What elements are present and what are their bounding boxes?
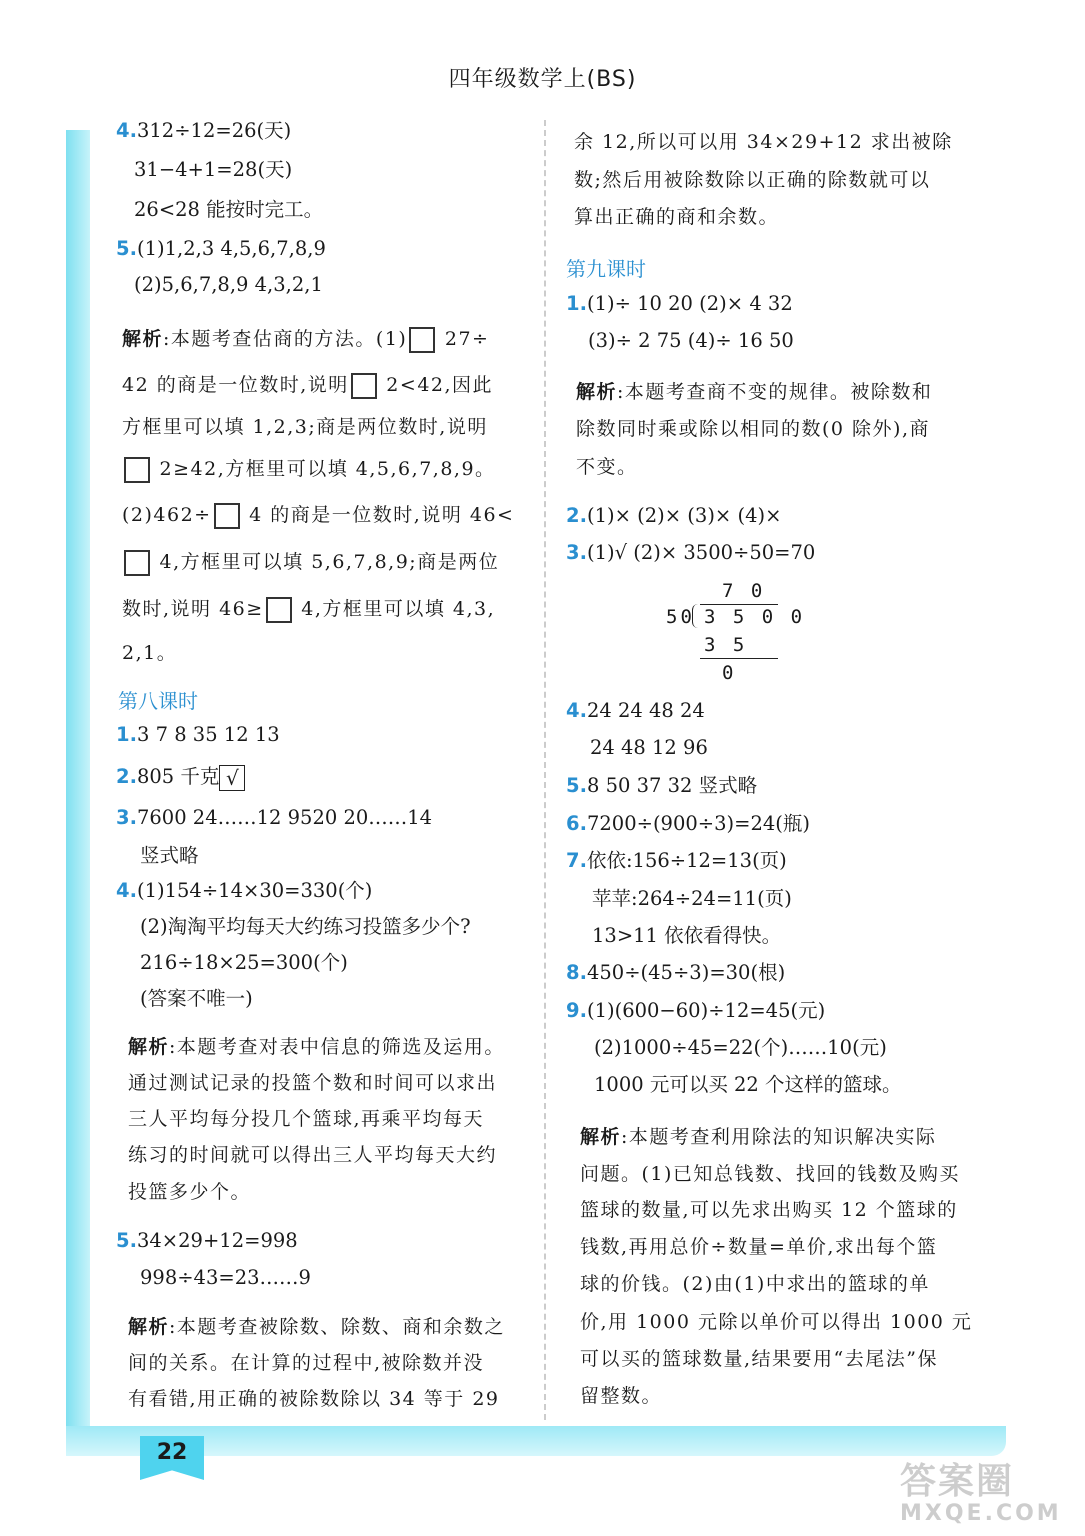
analysis5-line7: 可以买的篮球数量,结果要用“去尾法”保 [580,1348,938,1370]
analysis3-line2: 间的关系。在计算的过程中,被除数并没 [128,1352,485,1374]
s9-q8: 8.450÷(45÷3)=30(根) [566,961,786,984]
analysis2-line1: 解析:本题考查对表中信息的筛选及运用。 [128,1036,505,1058]
s9-q7-line3: 13>11 依依看得快。 [592,924,782,947]
q5-number: 5. [116,237,137,260]
analysis1-line5: (2)462÷ 4 的商是一位数时,说明 46< [122,502,514,529]
analysis1-line3: 方框里可以填 1,2,3;商是两位数时,说明 [122,416,488,438]
analysis2-line3: 三人平均每分投几个篮球,再乘平均每天 [128,1108,485,1130]
s9-q7-line2: 苹苹:264÷24=11(页) [592,887,792,910]
s9-q9-line2: (2)1000÷45=22(个)……10(元) [594,1036,887,1059]
s9-q5: 5.8 50 37 32 竖式略 [566,774,758,797]
left-decorative-stripe [66,130,90,1430]
q5-line1: 5.(1)1,2,3 4,5,6,7,8,9 [116,237,326,260]
bottom-decorative-band [66,1426,1006,1456]
blank-box [124,457,150,483]
s8-q5-line1: 5.34×29+12=998 [116,1229,298,1252]
s8-q4-line2: (2)淘淘平均每天大约练习投篮多少个? [140,915,471,938]
ld-subtrahend: 3 5 [704,634,748,656]
s9-q7-line1: 7.依依:156÷12=13(页) [566,849,787,872]
ld-divisor: 50 [666,606,695,628]
q5-line2: (2)5,6,7,8,9 4,3,2,1 [134,273,323,296]
page-number: 22 [156,1440,188,1465]
s8-q4-line4: (答案不唯一) [140,987,253,1010]
analysis1-line1: 解析:本题考查估商的方法。(1) 27÷ [122,326,489,353]
analysis4-line3: 不变。 [576,456,638,478]
section-9-title: 第九课时 [566,257,646,281]
s9-q1-line2: (3)÷ 2 75 (4)÷ 16 50 [588,329,794,352]
analysis5-line6: 价,用 1000 元除以单价可以得出 1000 元 [580,1311,973,1333]
blank-box [124,550,150,576]
q4-number: 4. [116,119,137,142]
analysis1-line4: 2≥42,方框里可以填 4,5,6,7,8,9。 [122,456,496,483]
analysis1-line2: 42 的商是一位数时,说明 2<42,因此 [122,372,493,399]
analysis2-line2: 通过测试记录的投篮个数和时间可以求出 [128,1072,498,1094]
s9-q9-line1: 9.(1)(600−60)÷12=45(元) [566,999,826,1022]
analysis2-line4: 练习的时间就可以得出三人平均每天大约 [128,1144,498,1166]
long-division [660,580,806,690]
section-8-title: 第八课时 [118,689,198,713]
s9-q4-line2: 24 48 12 96 [590,736,708,759]
ld-sub-bar [700,658,778,659]
analysis5-line2: 问题。(1)已知总钱数、找回的钱数及购买 [580,1163,960,1185]
s8-q2: 2.805 千克 √ [116,764,245,791]
s8-q4-line1: 4.(1)154÷14×30=330(个) [116,879,373,902]
analysis3-line3: 有看错,用正确的被除数除以 34 等于 29 [128,1388,500,1410]
ld-remainder: 0 [722,662,737,684]
blank-box [266,597,292,623]
ld-dividend: 3 5 0 0 [704,606,806,628]
continued-line2: 数;然后用被除数除以正确的除数就可以 [574,169,931,191]
analysis1-line6: 4,方框里可以填 5,6,7,8,9;商是两位 [122,549,499,576]
analysis5-line3: 篮球的数量,可以先求出购买 12 个篮球的 [580,1199,958,1221]
blank-box [351,373,377,399]
column-divider [544,120,546,1420]
analysis4-line2: 除数同时乘或除以相同的数(0 除外),商 [576,418,930,440]
analysis1-line8: 2,1。 [122,642,178,664]
ld-quotient: 7 0 [722,580,766,602]
analysis1-line7: 数时,说明 46≥ 4,方框里可以填 4,3, [122,596,495,623]
s9-q9-line3: 1000 元可以买 22 个这样的篮球。 [594,1073,902,1096]
analysis3-line1: 解析:本题考查被除数、除数、商和余数之 [128,1316,505,1338]
s9-q2: 2.(1)× (2)× (3)× (4)× [566,504,782,527]
s9-q1-line1: 1.(1)÷ 10 20 (2)× 4 32 [566,292,793,315]
s8-q3-line2: 竖式略 [140,844,199,867]
blank-box [409,327,435,353]
s8-q4-line3: 216÷18×25=300(个) [140,951,348,974]
analysis5-line5: 球的价钱。(2)由(1)中求出的篮球的单 [580,1273,930,1295]
analysis5-line4: 钱数,再用总价÷数量=单价,求出每个篮 [580,1236,938,1258]
analysis5-line1: 解析:本题考查利用除法的知识解决实际 [580,1126,937,1148]
s8-q1: 1.3 7 8 35 12 13 [116,723,280,746]
s9-q6: 6.7200÷(900÷3)=24(瓶) [566,812,810,835]
analysis2-line5: 投篮多少个。 [128,1181,252,1203]
q4-line3: 26<28 能按时完工。 [134,198,324,221]
page-header: 四年级数学上(BS) [448,67,637,92]
q4-line1: 4.312÷12=26(天) [116,119,292,142]
ld-top-bar [700,604,778,605]
s9-q4-line1: 4.24 24 48 24 [566,699,705,722]
blank-box [214,503,240,529]
check-box: √ [219,765,245,791]
watermark-logo: 答案圈 MXQE.COM [900,1461,1062,1526]
continued-line3: 算出正确的商和余数。 [574,206,780,228]
s8-q3: 3.7600 24……12 9520 20……14 [116,806,433,829]
s8-q5-line2: 998÷43=23……9 [140,1266,311,1289]
q4-line2: 31−4+1=28(天) [134,158,293,181]
s9-q3: 3.(1)√ (2)× 3500÷50=70 [566,541,816,564]
continued-line1: 余 12,所以可以用 34×29+12 求出被除 [574,131,953,153]
analysis5-line8: 留整数。 [580,1385,663,1407]
analysis4-line1: 解析:本题考查商不变的规律。被除数和 [576,381,933,403]
